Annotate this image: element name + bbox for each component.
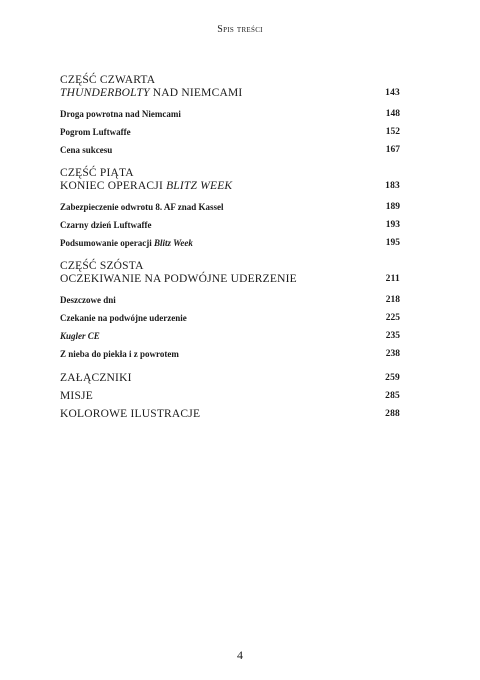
entry-title: Podsumowanie operacji Blitz Week <box>60 238 193 248</box>
toc-entry <box>60 220 400 231</box>
missions-label: MISJE <box>60 390 93 402</box>
part-label <box>60 167 400 180</box>
toc-entry <box>60 331 400 342</box>
color-illustrations-page: 288 <box>385 409 400 419</box>
part-label <box>60 74 400 87</box>
part-page: 183 <box>385 181 400 191</box>
entry-title: Z nieba do piekła i z powrotem <box>60 349 179 359</box>
entry-title: Pogrom Luftwaffe <box>60 127 131 137</box>
entry-page: 195 <box>385 238 400 248</box>
toc-entry <box>60 295 400 306</box>
page-number: 4 <box>237 648 243 662</box>
entry-page: 148 <box>385 109 400 119</box>
toc-color-illustrations <box>60 407 400 421</box>
toc-missions <box>60 389 400 403</box>
entry-page: 225 <box>385 313 400 323</box>
entry-title: Cena sukcesu <box>60 145 113 155</box>
entry-page: 167 <box>385 145 400 155</box>
entry-page: 238 <box>385 349 400 359</box>
part-label-text: CZĘŚĆ PIĄTA <box>60 167 134 179</box>
toc-part-5 <box>60 167 400 249</box>
part-title-line <box>60 273 400 286</box>
running-header: Spis treści <box>217 24 263 35</box>
entry-title: Droga powrotna nad Niemcami <box>60 109 181 119</box>
entry-page: 235 <box>385 331 400 341</box>
part-label-text: CZĘŚĆ SZÓSTA <box>60 260 144 272</box>
entry-page: 218 <box>385 295 400 305</box>
entry-page: 152 <box>385 127 400 137</box>
part-title: OCZEKIWANIE NA PODWÓJNE UDERZENIE <box>60 273 297 285</box>
part-label-text: CZĘŚĆ CZWARTA <box>60 74 156 86</box>
toc-entry <box>60 202 400 213</box>
part-title: THUNDERBOLTY NAD NIEMCAMI <box>60 87 243 99</box>
part-page: 143 <box>385 88 400 98</box>
entry-title: Deszczowe dni <box>60 295 116 305</box>
part-label <box>60 260 400 273</box>
entry-page: 193 <box>385 220 400 230</box>
toc-part-4 <box>60 74 400 156</box>
entry-title: Czarny dzień Luftwaffe <box>60 220 152 230</box>
toc-entry <box>60 349 400 360</box>
toc-part-6 <box>60 260 400 360</box>
entry-title: Czekanie na podwójne uderzenie <box>60 313 187 323</box>
toc-appendix <box>60 371 400 385</box>
table-of-contents <box>60 74 400 425</box>
entry-title: Kugler CE <box>60 331 100 341</box>
toc-entry <box>60 238 400 249</box>
part-title-line <box>60 180 400 193</box>
toc-entry <box>60 313 400 324</box>
color-illustrations-label: KOLOROWE ILUSTRACJE <box>60 408 201 420</box>
appendix-page: 259 <box>385 373 400 383</box>
missions-page: 285 <box>385 391 400 401</box>
entry-title: Zabezpieczenie odwrotu 8. AF znad Kassel <box>60 202 224 212</box>
toc-entry <box>60 127 400 138</box>
part-page: 211 <box>385 274 400 284</box>
part-title: KONIEC OPERACJI BLITZ WEEK <box>60 180 233 192</box>
part-title-line <box>60 87 400 100</box>
appendix-label: ZAŁĄCZNIKI <box>60 372 132 384</box>
toc-entry <box>60 109 400 120</box>
entry-page: 189 <box>385 202 400 212</box>
toc-entry <box>60 145 400 156</box>
